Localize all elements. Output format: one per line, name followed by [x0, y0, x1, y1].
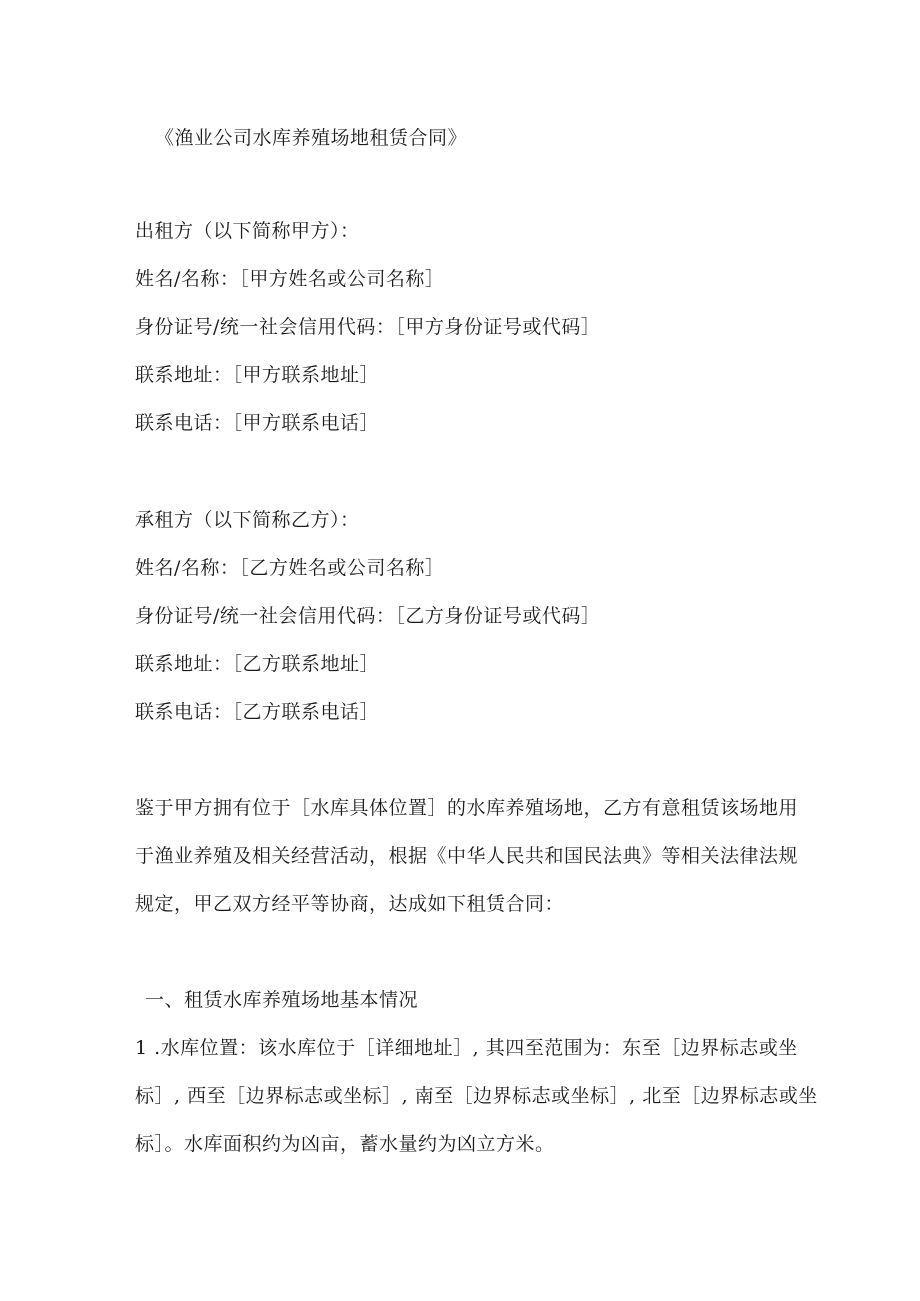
party-b-phone: 联系电话：［乙方联系电话］: [135, 701, 380, 723]
party-b-id: 身份证号/统一社会信用代码：［乙方身份证号或代码］: [135, 605, 601, 627]
party-a-name: 姓名/名称：［甲方姓名或公司名称］: [135, 268, 445, 290]
preamble-line: 规定，甲乙双方经平等协商，达成如下租赁合同：: [135, 893, 565, 915]
party-a-address: 联系地址：［甲方联系地址］: [135, 364, 380, 386]
preamble-line: 于渔业养殖及相关经营活动，根据《中华人民共和国民法典》等相关法律法规: [135, 845, 799, 867]
party-b-name: 姓名/名称：［乙方姓名或公司名称］: [135, 557, 445, 579]
clause-1-line: 标］。水库面积约为凶亩，蓄水量约为凶立方米。: [135, 1133, 555, 1155]
party-b-heading: 承租方（以下简称乙方）：: [135, 509, 360, 531]
party-a-id: 身份证号/统一社会信用代码：［甲方身份证号或代码］: [135, 316, 601, 338]
section-1-heading: 一、租赁水库养殖场地基本情况: [145, 989, 419, 1011]
document-title: 《渔业公司水库养殖场地租赁合同》: [155, 127, 468, 149]
clause-1-line: 1 .水库位置：该水库位于［详细地址］, 其四至范围为：东至［边界标志或坐: [135, 1037, 798, 1059]
preamble-line: 鉴于甲方拥有位于［水库具体位置］的水库养殖场地，乙方有意租赁该场地用: [135, 797, 799, 819]
clause-1-line: 标］, 西至［边界标志或坐标］, 南至［边界标志或坐标］, 北至［边界标志或坐: [135, 1085, 818, 1107]
party-b-address: 联系地址：［乙方联系地址］: [135, 653, 380, 675]
party-a-phone: 联系电话：［甲方联系电话］: [135, 412, 380, 434]
party-a-heading: 出租方（以下简称甲方）：: [135, 220, 360, 242]
